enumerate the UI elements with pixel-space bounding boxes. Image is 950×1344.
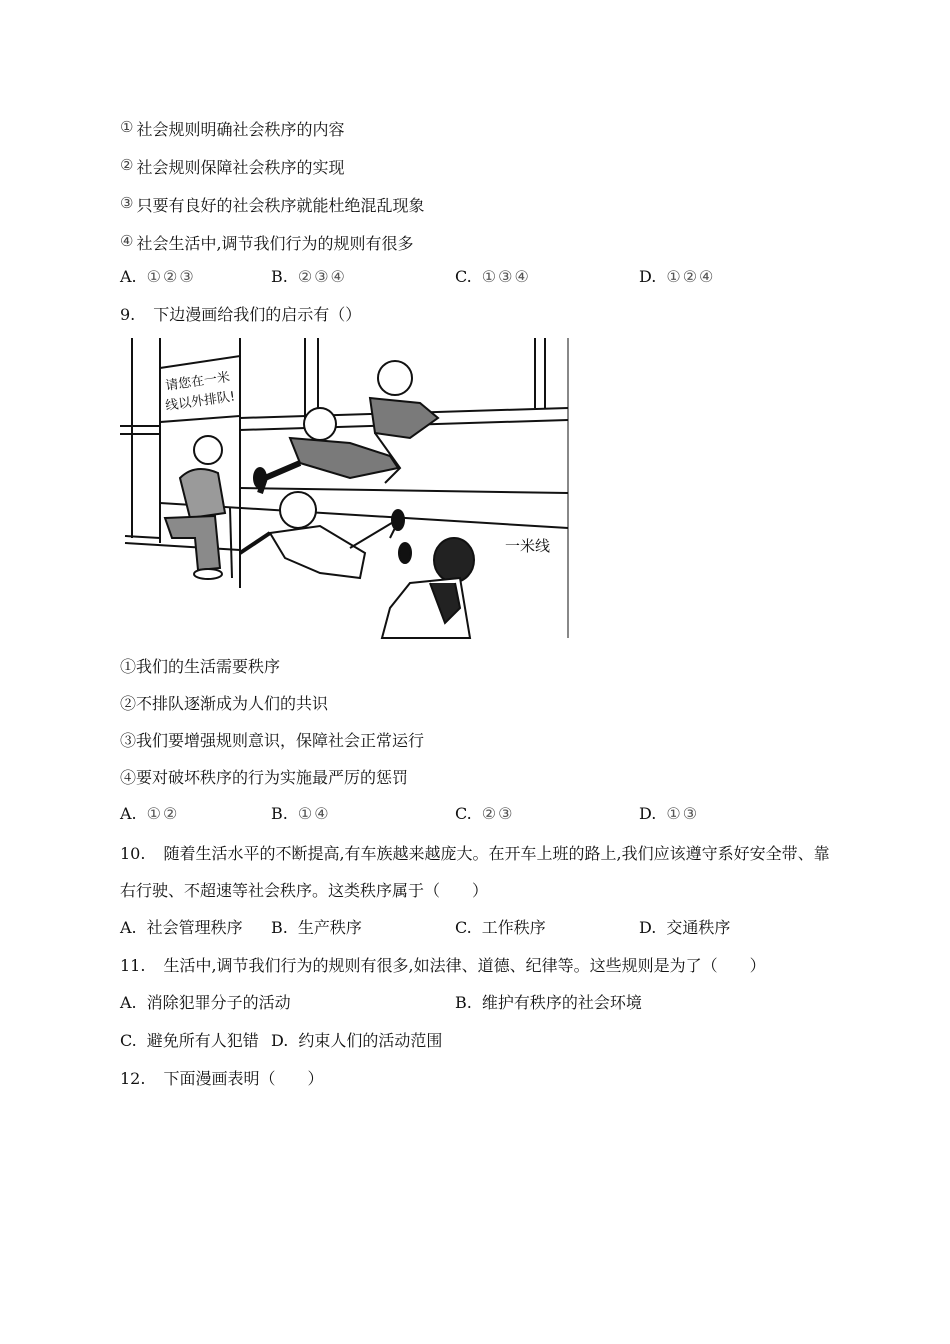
q10-stem-line1: 10. 随着生活水平的不断提高,有车族越来越庞大。在开车上班的路上,我们应该遵守系好安全带、靠 — [120, 844, 830, 863]
q8-statement-2: ② 社会规则保障社会秩序的实现 — [120, 156, 345, 177]
q9-statement-2: ②不排队逐渐成为人们的共识 — [120, 694, 329, 713]
q9-option-d[interactable]: D. ①③ — [639, 804, 700, 823]
q9-option-b[interactable]: B. ①④ — [271, 804, 331, 823]
q10-option-c[interactable]: C. 工作秩序 — [455, 918, 546, 937]
q11-stem: 11. 生活中,调节我们行为的规则有很多,如法律、道德、纪律等。这些规则是为了（ ） — [120, 956, 766, 975]
elderly-man-figure — [165, 436, 232, 579]
sign-text-line1: 请您在一米 — [164, 370, 231, 394]
q10-option-b[interactable]: B. 生产秩序 — [271, 918, 362, 937]
waiting-woman-figure — [382, 538, 474, 638]
q8-statement-4: ④ 社会生活中,调节我们行为的规则有很多 — [120, 232, 414, 253]
q9-statement-3: ③我们要增强规则意识，保障社会正常运行 — [120, 731, 425, 750]
q9-option-a[interactable]: A. ①② — [120, 804, 180, 823]
q10-option-a[interactable]: A. 社会管理秩序 — [120, 918, 243, 937]
q11-option-a[interactable]: A. 消除犯罪分子的活动 — [120, 993, 291, 1012]
q12-stem: 12. 下面漫画表明（ ） — [120, 1069, 324, 1088]
q8-option-b[interactable]: B. ②③④ — [271, 267, 347, 286]
q8-option-c[interactable]: C. ①③④ — [455, 267, 531, 286]
q8-option-a[interactable]: A. ①②③ — [120, 267, 196, 286]
q10-option-d[interactable]: D. 交通秩序 — [639, 918, 731, 937]
q8-option-d[interactable]: D. ①②④ — [639, 267, 716, 286]
sign-text-line2: 线以外排队! — [164, 389, 237, 414]
q9-option-c[interactable]: C. ②③ — [455, 804, 515, 823]
q11-option-d[interactable]: D. 约束人们的活动范围 — [271, 1031, 443, 1050]
floor-label: 一米线 — [505, 537, 551, 555]
q9-statement-1: ①我们的生活需要秩序 — [120, 657, 281, 676]
q11-option-c[interactable]: C. 避免所有人犯错 — [120, 1031, 259, 1050]
q9-stem: 9. 下边漫画给我们的启示有（） — [120, 305, 362, 324]
falling-man-figure — [240, 492, 411, 578]
q8-statement-3: ③ 只要有良好的社会秩序就能杜绝混乱现象 — [120, 194, 425, 215]
q9-statement-4: ④要对破坏秩序的行为实施最严厉的惩罚 — [120, 768, 409, 787]
q11-option-b[interactable]: B. 维护有秩序的社会环境 — [455, 993, 642, 1012]
queue-cartoon-image — [120, 338, 570, 640]
q10-stem-line2: 右行驶、不超速等社会秩序。这类秩序属于（ ） — [120, 881, 489, 900]
q8-statement-1: ① 社会规则明确社会秩序的内容 — [120, 118, 345, 139]
